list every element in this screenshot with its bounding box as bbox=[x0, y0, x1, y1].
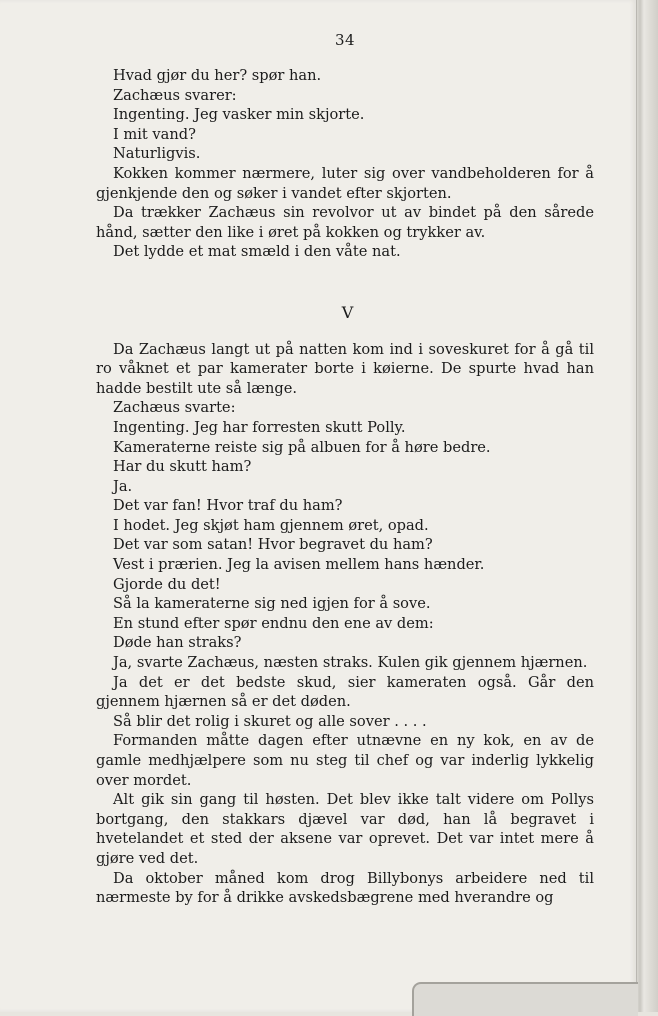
paragraph: Vest i prærien. Jeg la avisen mellem hans hænder. bbox=[113, 556, 485, 574]
paragraph: I hodet. Jeg skjøt ham gjennem øret, opad. bbox=[113, 516, 429, 534]
paragraph: Hvad gjør du her? spør han. bbox=[113, 67, 322, 84]
paragraph: Det lydde et mat smæld i den våte nat. bbox=[113, 243, 401, 261]
paragraph: Ingenting. Jeg har forresten skutt Polly. bbox=[113, 418, 406, 436]
paragraph: Da oktober måned kom drog Billybonys arbeidere ned til nærmeste by for å drikke avskedsbægrene med hverandre og bbox=[96, 869, 594, 907]
paragraph: En stund efter spør endnu den ene av dem: bbox=[113, 614, 434, 632]
paragraph: Ja. bbox=[113, 477, 133, 495]
paragraph: Det var som satan! Hvor begravet du ham? bbox=[113, 536, 433, 554]
paragraph: Kameraterne reiste sig på albuen for å høre bedre. bbox=[113, 438, 491, 456]
paragraph: Døde han straks? bbox=[113, 634, 242, 652]
book-spine bbox=[636, 0, 658, 1012]
page-text bbox=[96, 66, 594, 908]
paragraph: Gjorde du det! bbox=[113, 575, 221, 593]
paragraph: Zachæus svarte: bbox=[113, 399, 236, 417]
paragraph: Alt gik sin gang til høsten. Det blev ikke talt videre om Pollys bortgang, den stakkars djævel var død, han lå begravet i hvetelandet et sted der aksene var oprevet. Det var intet mere å gjøre ved det. bbox=[96, 791, 594, 867]
paragraph: Zachæus svarer: bbox=[113, 86, 237, 104]
paragraph: Naturligvis. bbox=[113, 145, 201, 163]
paragraph: I mit vand? bbox=[113, 125, 196, 143]
paragraph: Det var fan! Hvor traf du ham? bbox=[113, 497, 343, 515]
paragraph: Kokken kommer nærmere, luter sig over vandbeholderen for å gjenkjende den og søker i vandet efter skjorten. bbox=[96, 164, 594, 202]
chapter-heading: V bbox=[341, 302, 355, 322]
paragraph: Da trækker Zachæus sin revolvor ut av bindet på den sårede hånd, sætter den like i øret på kokken og trykker av. bbox=[96, 204, 594, 241]
page-number: 34 bbox=[334, 31, 356, 49]
paragraph: Ja det er det bedste skud, sier kameraten også. Går den gjennem hjærnen så er det døden. bbox=[96, 673, 594, 711]
paragraph: Ja, svarte Zachæus, næsten straks. Kulen gik gjennem hjærnen. bbox=[113, 654, 588, 672]
paragraph: Da Zachæus langt ut på natten kom ind i soveskuret for å gå til ro våknet et par kamerater borte i køierne. De spurte hvad han hadde bestilt ute så længe. bbox=[96, 340, 594, 397]
paragraph: Formanden måtte dagen efter utnævne en ny kok, en av de gamle medhjælpere som nu steg til chef og var inderlig lykkelig over mordet. bbox=[96, 732, 594, 789]
paragraph: Så la kameraterne sig ned igjen for å sove. bbox=[113, 595, 431, 613]
paragraph: Har du skutt ham? bbox=[113, 458, 252, 476]
paragraph: Ingenting. Jeg vasker min skjorte. bbox=[113, 106, 365, 124]
paragraph: Så blir det rolig i skuret og alle sover . . . . bbox=[113, 712, 427, 730]
next-page-corner bbox=[412, 982, 638, 1016]
